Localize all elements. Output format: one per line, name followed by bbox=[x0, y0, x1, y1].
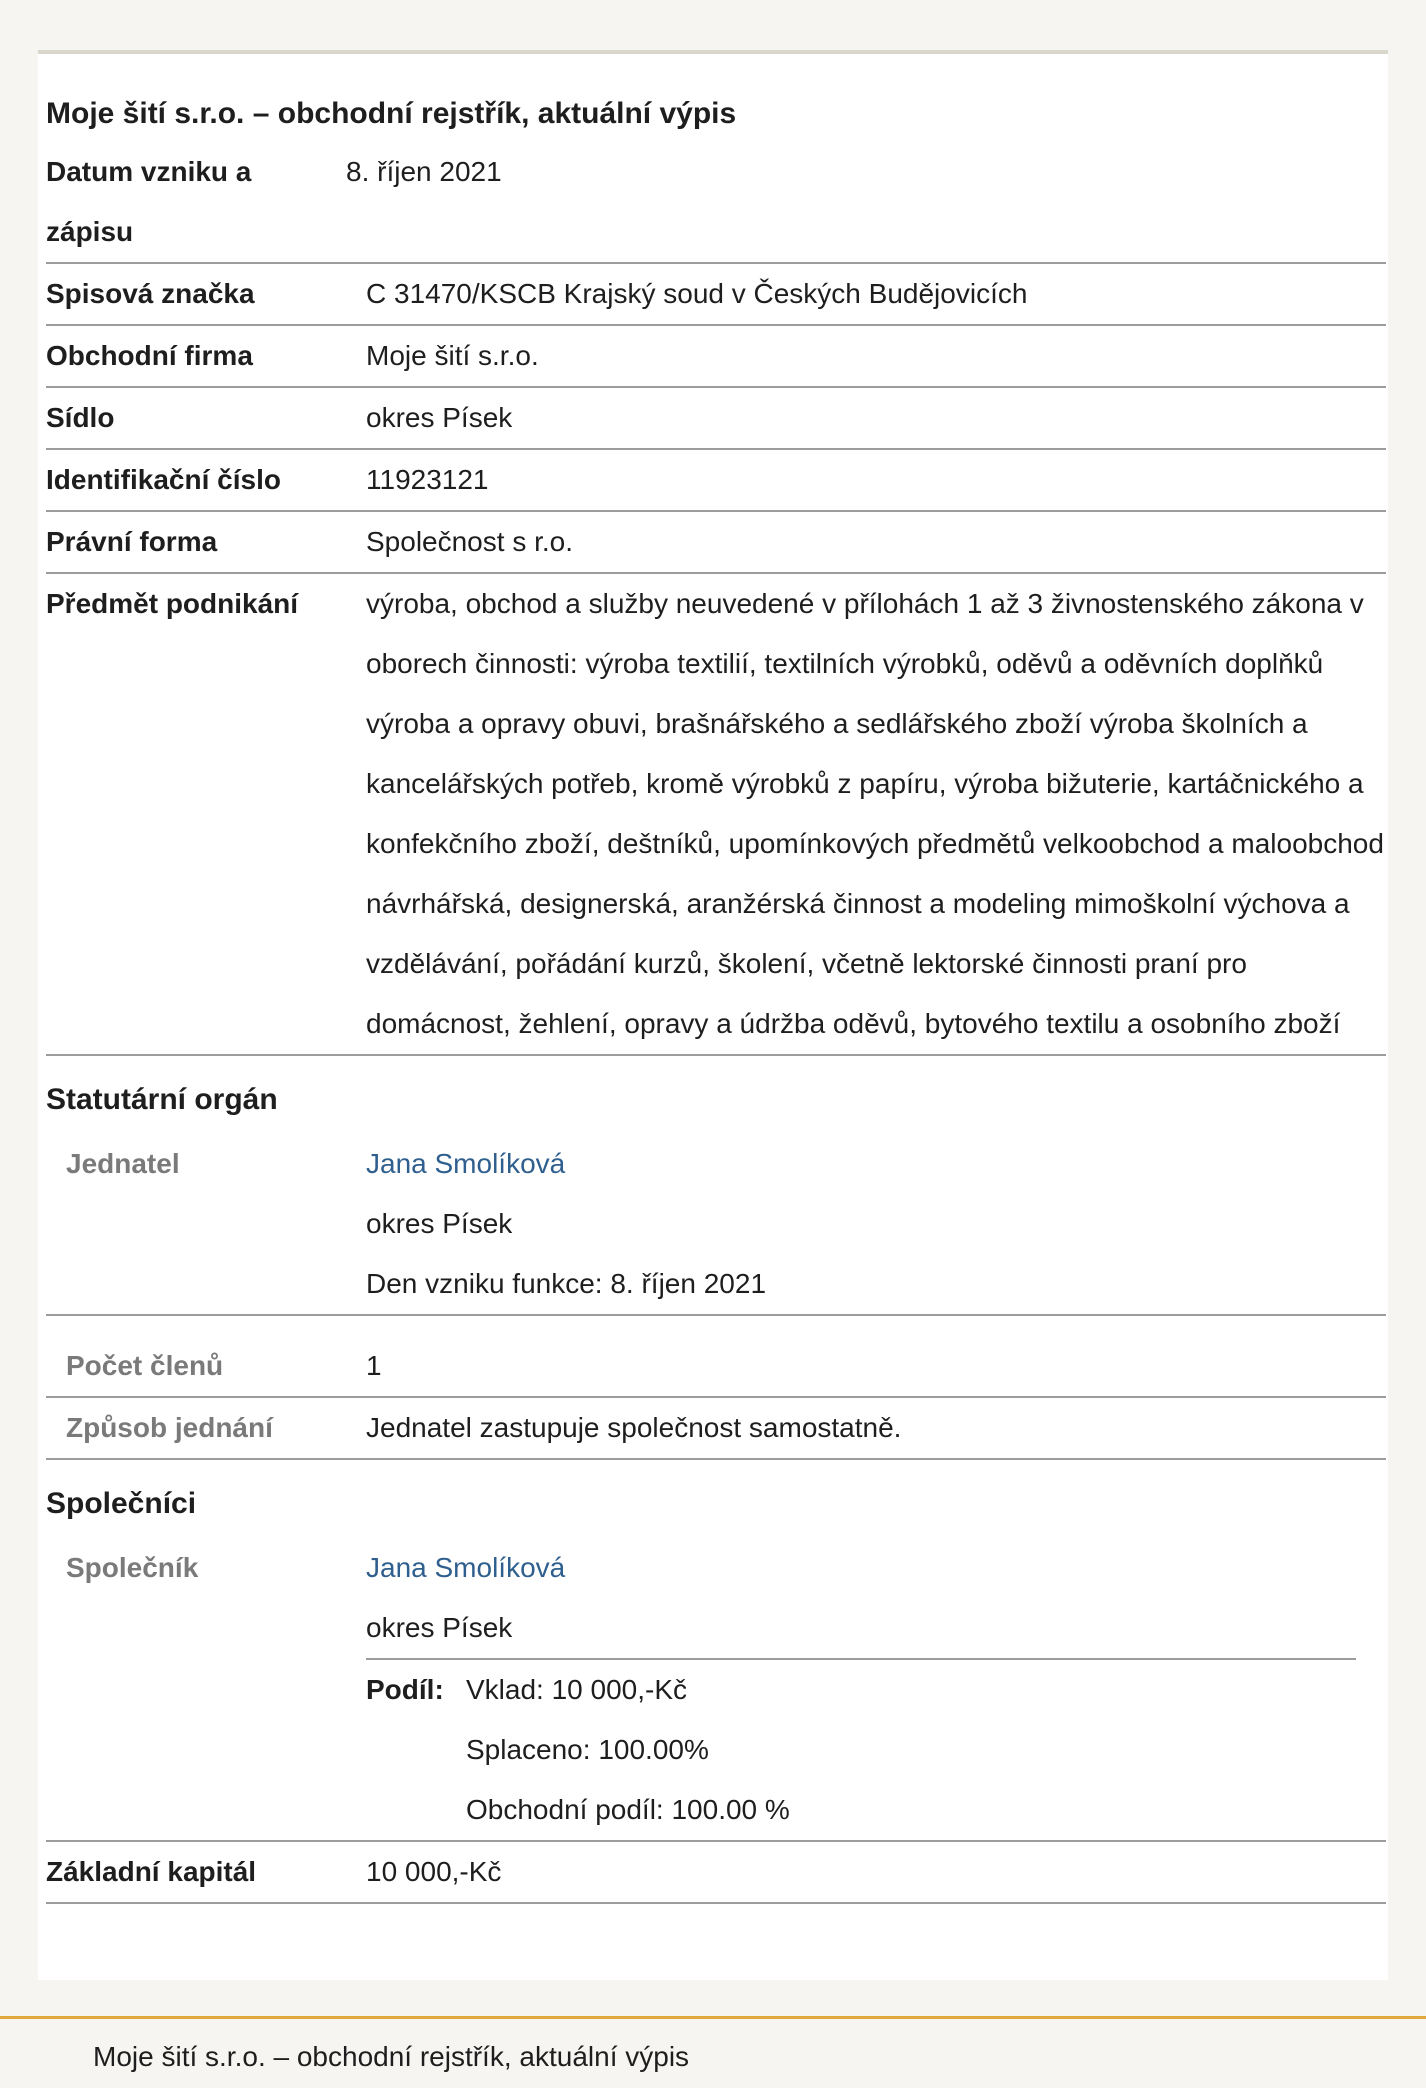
row-label: Datum vzniku a zápisu bbox=[46, 156, 252, 247]
row-date-founded bbox=[46, 142, 1386, 264]
row-label: Počet členů bbox=[66, 1350, 224, 1381]
statutory-person bbox=[366, 1134, 1386, 1314]
person-name-link[interactable]: Jana Smolíková bbox=[366, 1552, 566, 1583]
row-value: C 31470/KSCB Krajský soud v Českých Budějovicích bbox=[366, 278, 1028, 309]
person-name-link[interactable]: Jana Smolíková bbox=[366, 1148, 566, 1179]
row-id-number bbox=[46, 450, 1386, 512]
row-label: Předmět podnikání bbox=[46, 588, 299, 619]
row-label: Spisová značka bbox=[46, 278, 255, 309]
row-label: Identifikační číslo bbox=[46, 464, 281, 495]
partner-role-label: Společník bbox=[66, 1552, 199, 1583]
share-paid: Splaceno: 100.00% bbox=[466, 1734, 709, 1765]
row-members-count bbox=[46, 1336, 1386, 1398]
row-file-number bbox=[46, 264, 1386, 326]
row-label: Obchodní firma bbox=[46, 340, 253, 371]
row-value: 8. říjen 2021 bbox=[346, 156, 502, 187]
person-address: okres Písek bbox=[366, 1612, 513, 1643]
row-value: výroba, obchod a služby neuvedené v přílohách 1 až 3 živnostenského zákona v oborech činnosti: výroba textilií, textilních výrobků, oděvů a oděvních doplňků výroba a opravy obuvi, brašnářského a sedlářského zboží výroba školních a kancelářských potřeb, kromě výrobků z papíru, výroba bižuterie, kartáčnického a konfekčního zboží, deštníků, upomínkových předmětů velkoobchod a maloobchod návrhářská, designerská, aranžérská činnost a modeling mimoškolní výchova a vzdělávání, pořádání kurzů, školení, včetně lektorské činnosti praní pro domácnost, žehlení, opravy a údržba oděvů, bytového textilu a osobního zboží bbox=[366, 588, 1384, 1039]
section-heading-statutory: Statutární orgán bbox=[46, 1083, 278, 1116]
row-value: Moje šití s.r.o. bbox=[366, 340, 539, 371]
row-value: 10 000,-Kč bbox=[366, 1856, 502, 1887]
row-value: okres Písek bbox=[366, 402, 513, 433]
share-block bbox=[366, 1658, 1356, 1840]
row-value: 1 bbox=[366, 1350, 382, 1381]
row-legal-form bbox=[46, 512, 1386, 574]
row-business-activity bbox=[46, 574, 1386, 1056]
share-label: Podíl: bbox=[366, 1674, 444, 1705]
row-value: 11923121 bbox=[366, 464, 489, 495]
footer-bar bbox=[0, 2016, 1426, 2088]
person-address: okres Písek bbox=[366, 1208, 513, 1239]
partner-entry bbox=[46, 1538, 1386, 1842]
share-values bbox=[466, 1660, 1356, 1840]
footer-title: Moje šití s.r.o. – obchodní rejstřík, aktuální výpis bbox=[93, 2041, 690, 2072]
statutory-role-label: Jednatel bbox=[66, 1148, 180, 1179]
share-business-share: Obchodní podíl: 100.00 % bbox=[466, 1794, 790, 1825]
function-start: Den vzniku funkce: 8. říjen 2021 bbox=[366, 1268, 767, 1299]
row-capital bbox=[46, 1842, 1386, 1904]
row-label: Sídlo bbox=[46, 402, 115, 433]
row-value: Jednatel zastupuje společnost samostatně. bbox=[366, 1412, 902, 1443]
partner-person bbox=[366, 1538, 1386, 1840]
row-label: Právní forma bbox=[46, 526, 218, 557]
row-company-name bbox=[46, 326, 1386, 388]
page-title: Moje šití s.r.o. – obchodní rejstřík, aktuální výpis bbox=[46, 97, 737, 130]
statutory-member bbox=[46, 1134, 1386, 1316]
row-value: Společnost s r.o. bbox=[366, 526, 574, 557]
row-conduct bbox=[46, 1398, 1386, 1460]
register-extract-card bbox=[38, 50, 1388, 1980]
section-heading-partners: Společníci bbox=[46, 1487, 197, 1520]
row-seat bbox=[46, 388, 1386, 450]
share-deposit: Vklad: 10 000,-Kč bbox=[466, 1674, 688, 1705]
row-label: Způsob jednání bbox=[66, 1412, 273, 1443]
row-label: Základní kapitál bbox=[46, 1856, 257, 1887]
